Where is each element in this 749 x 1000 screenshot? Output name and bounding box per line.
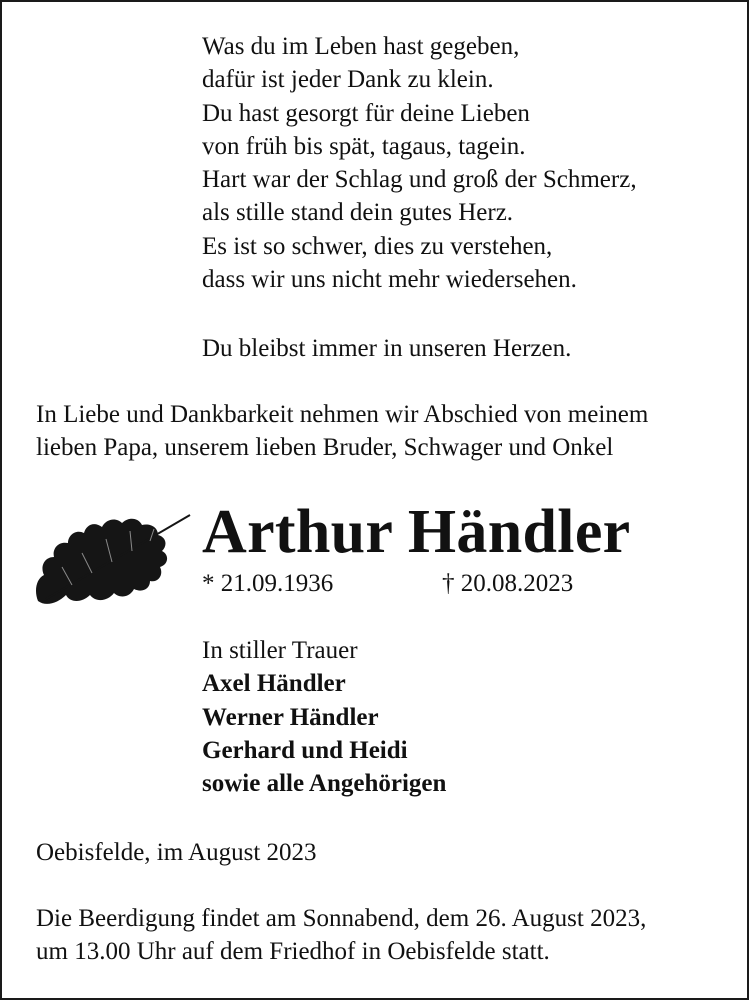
mourner-name: Axel Händler [202,670,346,698]
mourner-name: sowie alle Angehörigen [202,770,447,798]
death-date: † 20.08.2023 [442,570,574,597]
poem-line: dafür ist jeder Dank zu klein. [202,66,494,94]
farewell-intro [36,398,736,465]
funeral-info [36,902,736,969]
mourners-heading: In stiller Trauer [202,637,358,664]
poem-line: Du hast gesorgt für deine Lieben [202,99,530,127]
deceased-name: Arthur Händler [202,498,631,566]
mourners-list [202,634,446,800]
place-date: Oebisfelde, im August 2023 [36,839,317,866]
funeral-line: Die Beerdigung findet am Sonnabend, dem 26. August 2023, [36,905,647,932]
birth-date: * 21.09.1936 [202,570,334,597]
intro-line: In Liebe und Dankbarkeit nehmen wir Abschied von meinem [36,401,649,428]
oak-leaf-icon [32,507,194,619]
poem-line: von früh bis spät, tagaus, tagein. [202,132,526,160]
poem-line: als stille stand dein gutes Herz. [202,199,514,227]
poem-closing: Du bleibst immer in unseren Herzen. [202,335,572,362]
poem-line: dass wir uns nicht mehr wiedersehen. [202,266,577,294]
poem [202,30,742,296]
funeral-line: um 13.00 Uhr auf dem Friedhof in Oebisfelde statt. [36,938,550,966]
mourner-name: Werner Händler [202,703,379,731]
poem-line: Was du im Leben hast gegeben, [202,33,520,60]
mourner-name: Gerhard und Heidi [202,736,408,764]
poem-line: Es ist so schwer, dies zu verstehen, [202,232,553,260]
poem-line: Hart war der Schlag und groß der Schmerz, [202,166,637,194]
intro-line: lieben Papa, unserem lieben Bruder, Schwager und Onkel [36,434,614,462]
